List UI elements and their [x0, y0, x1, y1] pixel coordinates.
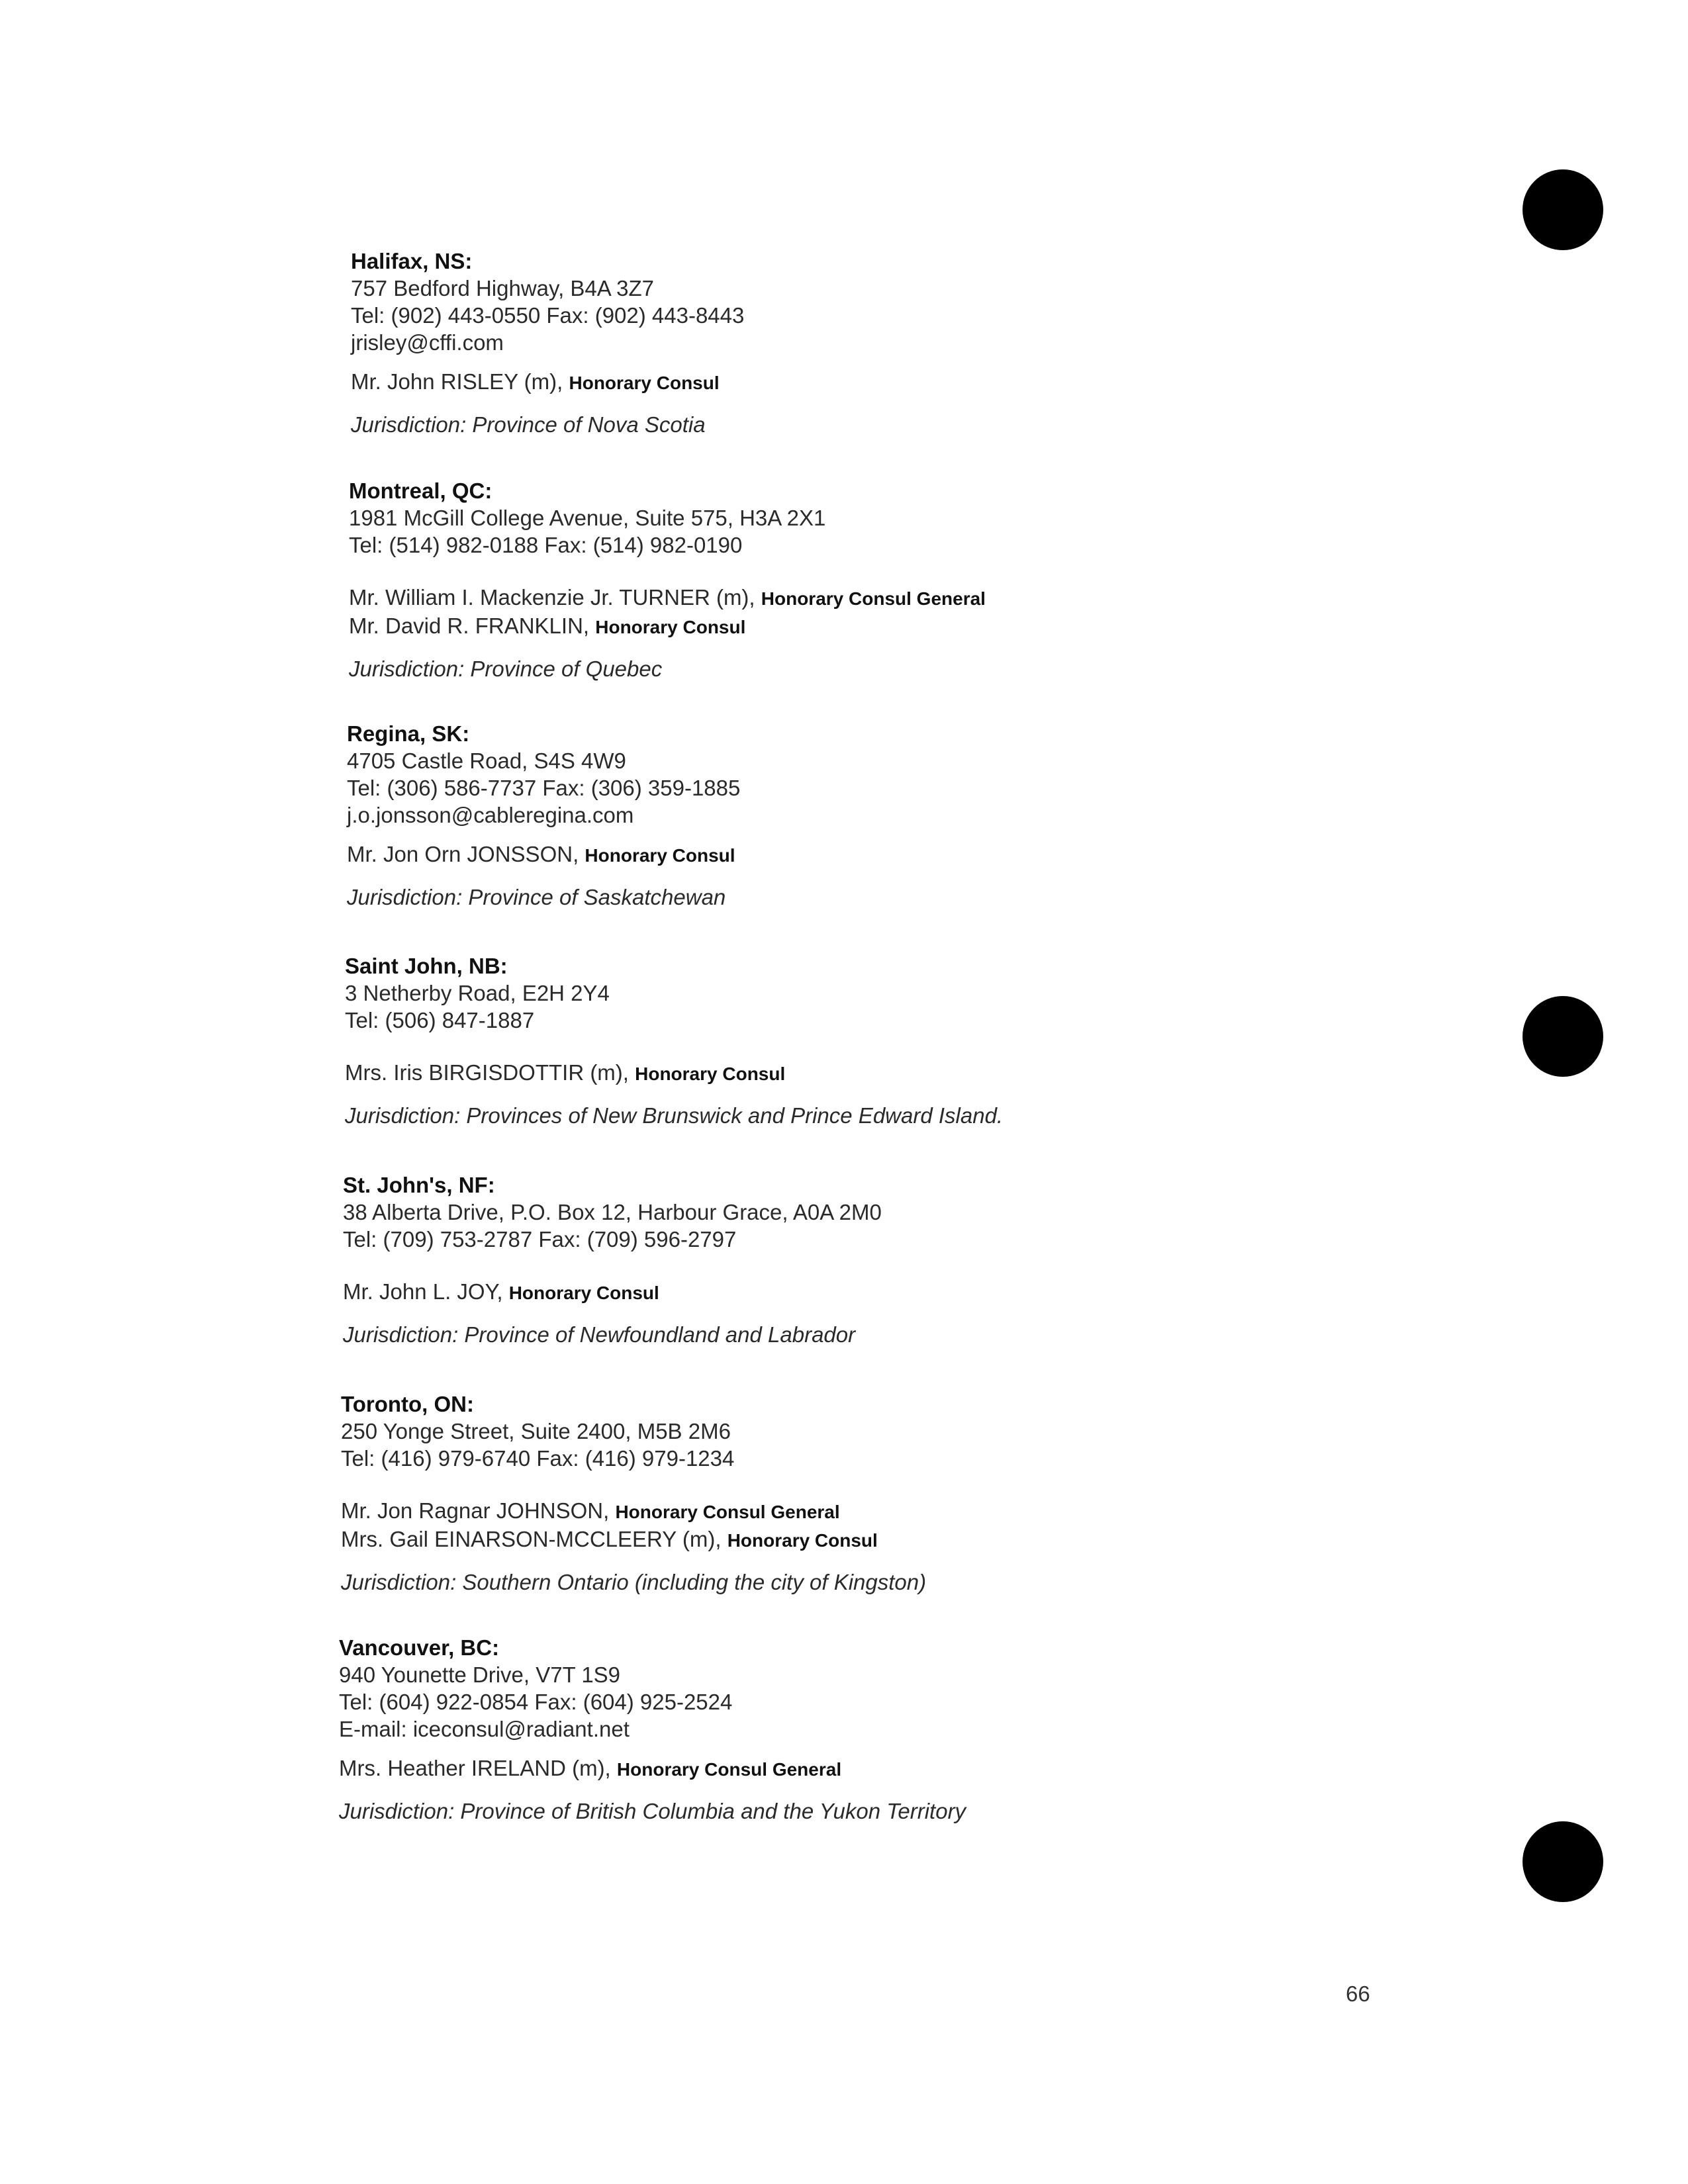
consulate-entry-vancouver [339, 1635, 966, 1825]
consul-title: Honorary Consul [585, 845, 735, 866]
phone-fax: Tel: (902) 443-0550 Fax: (902) 443-8443 [351, 303, 745, 328]
binder-hole-bottom [1523, 1821, 1603, 1902]
binder-hole-middle [1523, 996, 1603, 1077]
consul-title: Honorary Consul [727, 1530, 878, 1551]
consul-name: Mrs. Iris BIRGISDOTTIR (m), [345, 1060, 629, 1085]
address: 757 Bedford Highway, B4A 3Z7 [351, 276, 655, 300]
jurisdiction: Jurisdiction: Provinces of New Brunswick and Prince Edward Island. [345, 1103, 1004, 1128]
page-number: 66 [1346, 1981, 1370, 2006]
consul-name: Mr. David R. FRANKLIN, [349, 614, 590, 638]
consul-name: Mr. Jon Orn JONSSON, [347, 842, 579, 866]
address: 3 Netherby Road, E2H 2Y4 [345, 981, 610, 1005]
consulate-entry-regina [347, 721, 740, 911]
consul-name: Mr. John L. JOY, [343, 1279, 503, 1304]
consul-title: Honorary Consul [635, 1064, 786, 1084]
consul-name: Mr. Jon Ragnar JOHNSON, [341, 1498, 610, 1523]
jurisdiction: Jurisdiction: Province of British Columbia and the Yukon Territory [339, 1799, 966, 1823]
jurisdiction: Jurisdiction: Province of Nova Scotia [351, 412, 706, 437]
phone-fax: Tel: (506) 847-1887 [345, 1008, 535, 1032]
city-heading: St. John's, NF: [343, 1173, 495, 1197]
consul-title: Honorary Consul [508, 1283, 659, 1303]
binder-hole-top [1523, 169, 1603, 250]
address: 38 Alberta Drive, P.O. Box 12, Harbour Grace, A0A 2M0 [343, 1200, 882, 1224]
address: 250 Yonge Street, Suite 2400, M5B 2M6 [341, 1419, 731, 1443]
address: 4705 Castle Road, S4S 4W9 [347, 749, 626, 773]
jurisdiction: Jurisdiction: Province of Newfoundland and Labrador [343, 1322, 856, 1347]
consul-line [341, 1525, 926, 1554]
phone-fax: Tel: (416) 979-6740 Fax: (416) 979-1234 [341, 1446, 735, 1471]
consul-line [341, 1497, 926, 1525]
city-heading: Saint John, NB: [345, 954, 508, 978]
consul-line [343, 1278, 882, 1306]
consulate-entry-montreal [349, 478, 986, 682]
consulate-entry-halifax [351, 248, 744, 438]
consul-title: Honorary Consul [595, 617, 746, 637]
city-heading: Vancouver, BC: [339, 1635, 500, 1660]
phone-fax: Tel: (604) 922-0854 Fax: (604) 925-2524 [339, 1690, 733, 1714]
phone-fax: Tel: (709) 753-2787 Fax: (709) 596-2797 [343, 1227, 737, 1251]
jurisdiction: Jurisdiction: Province of Saskatchewan [347, 885, 726, 909]
consul-name: Mrs. Heather IRELAND (m), [339, 1756, 611, 1780]
consul-line [351, 368, 744, 396]
city-heading: Regina, SK: [347, 721, 470, 746]
phone-fax: Tel: (514) 982-0188 Fax: (514) 982-0190 [349, 533, 743, 557]
address: 1981 McGill College Avenue, Suite 575, H3A 2X1 [349, 506, 826, 530]
city-heading: Toronto, ON: [341, 1392, 474, 1416]
consulate-entry-toronto [341, 1391, 926, 1596]
consul-line [345, 1059, 1003, 1087]
consul-title: Honorary Consul General [761, 588, 986, 609]
city-heading: Montreal, QC: [349, 478, 492, 503]
jurisdiction: Jurisdiction: Province of Quebec [349, 657, 663, 681]
consul-title: Honorary Consul [569, 373, 720, 393]
email: E-mail: iceconsul@radiant.net [339, 1717, 630, 1741]
consul-name: Mr. John RISLEY (m), [351, 369, 563, 394]
consulate-entry-st-johns [343, 1172, 882, 1348]
consul-line [349, 612, 986, 641]
consul-line [349, 584, 986, 612]
email: jrisley@cffi.com [351, 330, 504, 355]
consul-name: Mr. William I. Mackenzie Jr. TURNER (m), [349, 585, 755, 610]
consul-name: Mrs. Gail EINARSON-MCCLEERY (m), [341, 1527, 722, 1551]
city-heading: Halifax, NS: [351, 249, 473, 273]
consul-title: Honorary Consul General [616, 1759, 842, 1780]
consul-title: Honorary Consul General [615, 1502, 840, 1522]
consul-line [339, 1754, 966, 1783]
phone-fax: Tel: (306) 586-7737 Fax: (306) 359-1885 [347, 776, 741, 800]
jurisdiction: Jurisdiction: Southern Ontario (including the city of Kingston) [341, 1570, 927, 1594]
consul-line [347, 841, 740, 869]
email: j.o.jonsson@cableregina.com [347, 803, 634, 827]
consulate-entry-saint-john [345, 953, 1003, 1129]
address: 940 Younette Drive, V7T 1S9 [339, 1662, 621, 1687]
